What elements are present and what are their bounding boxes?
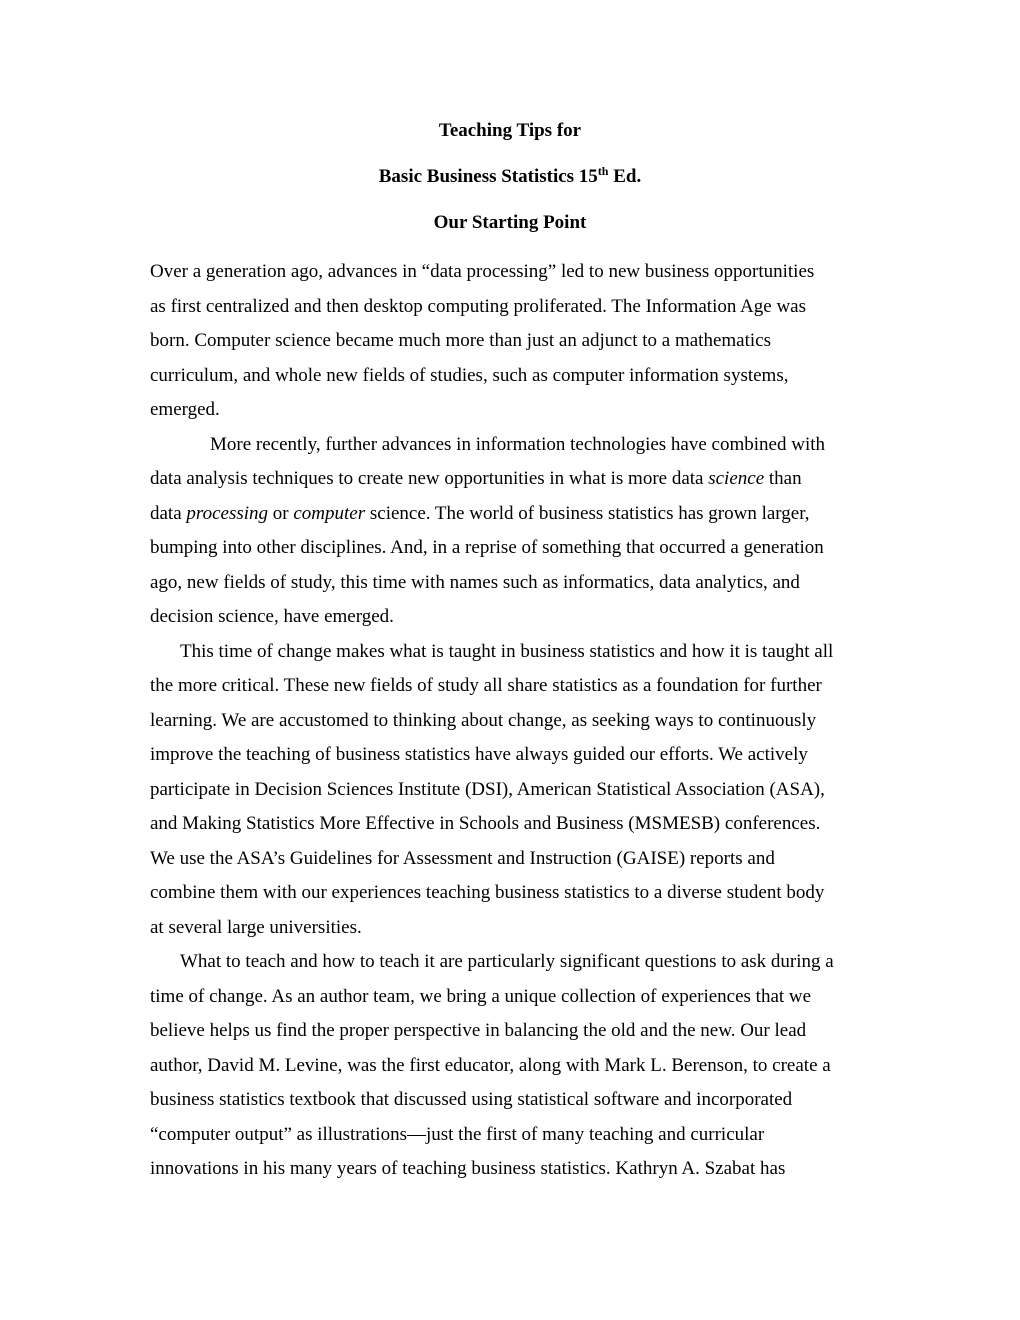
emphasis-processing: processing <box>186 502 269 524</box>
paragraph-2-line: decision science, have emerged. <box>150 606 394 627</box>
text-run: science. The world of business statistics has grown larger, <box>365 502 810 524</box>
emphasis-science: science <box>708 468 765 489</box>
paragraph-4-line: believe helps us find the proper perspective in balancing the old and the new. Our lead <box>150 1020 807 1041</box>
book-title-text: Basic Business Statistics 15 <box>378 166 598 187</box>
paragraph-3-line: This time of change makes what is taught in business statistics and how it is taught all <box>180 640 834 662</box>
emphasis-computer: computer <box>293 502 366 524</box>
paragraph-1-line: emerged. <box>150 399 220 420</box>
edition-suffix: Ed. <box>608 166 642 187</box>
paragraph-2-line: More recently, further advances in information technologies have combined with <box>210 433 826 455</box>
paragraph-3-line: at several large universities. <box>150 916 362 938</box>
heading-teaching-tips: Teaching Tips for <box>438 120 582 141</box>
paragraph-3-line: combine them with our experiences teaching business statistics to a diverse student body <box>150 882 825 903</box>
paragraph-3-line: participate in Decision Sciences Institute (DSI), American Statistical Association (ASA), <box>150 778 825 800</box>
paragraph-2-line: ago, new fields of study, this time with names such as informatics, data analytics, and <box>150 571 800 593</box>
paragraph-1-line: as first centralized and then desktop computing proliferated. The Information Age was <box>150 295 807 317</box>
paragraph-3-line: We use the ASA’s Guidelines for Assessment and Instruction (GAISE) reports and <box>150 847 775 869</box>
paragraph-1-line: born. Computer science became much more than just an adjunct to a mathematics <box>150 330 771 351</box>
paragraph-2-line <box>150 497 880 532</box>
paragraph-1-line: curriculum, and whole new fields of studies, such as computer information systems, <box>150 364 789 386</box>
paragraph-4-line: business statistics textbook that discussed using statistical software and incorporated <box>150 1089 793 1110</box>
text-run: data <box>150 502 187 524</box>
paragraph-4-line: author, David M. Levine, was the first educator, along with Mark L. Berenson, to create a <box>150 1054 831 1076</box>
edition-superscript: th <box>597 164 609 178</box>
body-text <box>150 255 880 1187</box>
paragraph-2-line <box>150 462 880 497</box>
paragraph-4-line: time of change. As an author team, we bring a unique collection of experiences that we <box>150 985 812 1007</box>
paragraph-4-line: innovations in his many years of teaching business statistics. Kathryn A. Szabat has <box>150 1158 786 1179</box>
paragraph-3-line: the more critical. These new fields of study all share statistics as a foundation for further <box>150 675 822 696</box>
text-run: than <box>764 468 802 489</box>
paragraph-4-line: “computer output” as illustrations—just the first of many teaching and curricular <box>150 1123 765 1145</box>
paragraph-4-line: What to teach and how to teach it are particularly significant questions to ask during a <box>180 951 834 972</box>
section-title: Our Starting Point <box>433 212 587 233</box>
paragraph-3-line: and Making Statistics More Effective in Schools and Business (MSMESB) conferences. <box>150 813 821 834</box>
paragraph-3-line: learning. We are accustomed to thinking about change, as seeking ways to continuously <box>150 709 817 731</box>
heading-book-title <box>0 166 1020 188</box>
paragraph-1-line: Over a generation ago, advances in “data processing” led to new business opportunities <box>150 261 815 282</box>
text-run: data analysis techniques to create new opportunities in what is more data <box>150 468 709 489</box>
paragraph-2-line: bumping into other disciplines. And, in a reprise of something that occurred a generation <box>150 537 824 558</box>
paragraph-3-line: improve the teaching of business statistics have always guided our efforts. We actively <box>150 744 808 765</box>
text-run: or <box>268 502 294 524</box>
